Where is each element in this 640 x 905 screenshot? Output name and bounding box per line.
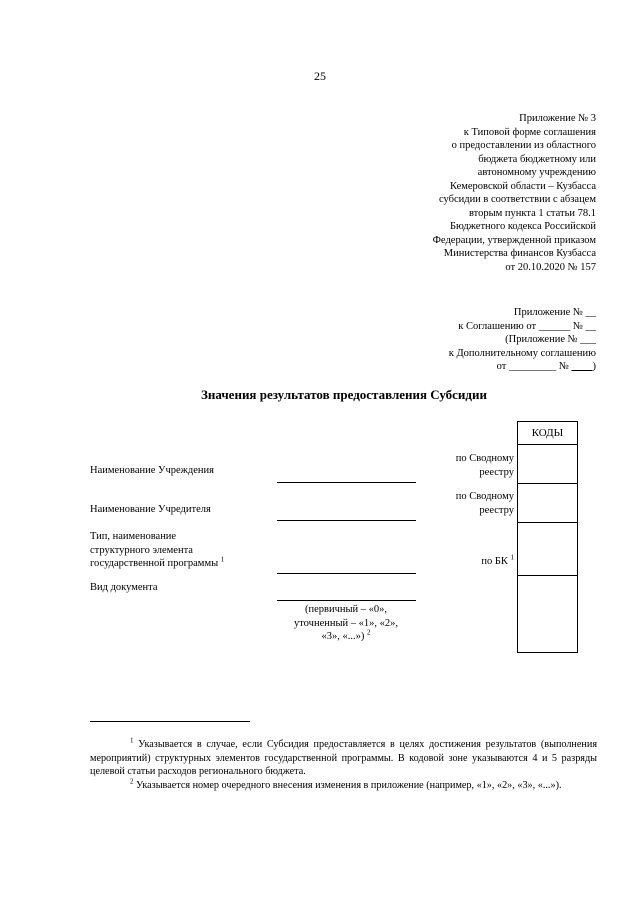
footnotes [90, 738, 597, 792]
appendix-line: Федерации, утвержденной приказом [432, 234, 596, 246]
appendix-header [356, 112, 596, 274]
doc-type-field-line[interactable] [277, 600, 416, 601]
footnote-text: Указывается номер очередного внесения изменения в приложение (например, «1», «2», «3», «...»). [136, 779, 562, 791]
agreement-number-blank: ____ [571, 361, 593, 372]
doc-type-label: Вид документа [90, 582, 158, 593]
program-label-text: государственной программы [90, 558, 219, 569]
footnote-ref: 1 [220, 555, 225, 564]
doc-type-hint-line: уточненный – «1», «2», [293, 617, 399, 629]
code-cell-registry-2[interactable] [518, 483, 577, 522]
agreement-close-paren: ) [592, 361, 596, 372]
code-cell-doc-type[interactable] [518, 575, 577, 652]
footnote-ref: 1 [510, 553, 514, 562]
registry-label-line: реестру [479, 466, 514, 478]
agreement-line: (Приложение № ___ [505, 334, 596, 345]
doc-type-hint-line [276, 630, 416, 644]
registry-label-line: по Сводному [455, 453, 514, 464]
founder-field-line[interactable] [277, 520, 416, 521]
program-label-line: структурного элемента [90, 544, 193, 556]
agreement-header [356, 306, 596, 374]
appendix-line: о предоставлении из областного [451, 140, 596, 151]
founder-label: Наименование Учредителя [90, 504, 211, 515]
codes-table [517, 421, 578, 653]
page-number: 25 [314, 69, 326, 83]
codes-header: КОДЫ [531, 427, 564, 439]
appendix-line: Бюджетного кодекса Российской [449, 221, 596, 232]
institution-field-line[interactable] [277, 482, 416, 483]
doc-type-hint-line: (первичный – «0», [304, 604, 388, 615]
footnote-ref: 2 [367, 628, 371, 637]
document-title: Значения результатов предоставления Субсидии [201, 387, 487, 402]
registry-label-2 [394, 490, 514, 517]
institution-label: Наименование Учреждения [90, 465, 214, 476]
appendix-line: автономному учреждению [477, 167, 596, 178]
appendix-line: субсидии в соответствии с абзацем [438, 194, 596, 205]
program-field-line[interactable] [277, 573, 416, 574]
registry-label-line: по Сводному [455, 491, 514, 502]
appendix-line: Министерства финансов Кузбасса [443, 248, 596, 259]
footnote-text: Указывается в случае, если Субсидия предоставляется в целях достижения результатов (выполнения мероприятий) структурных элементов государственной программы. В кодовой зоне указываются 4 и 5 разряды целевой статьи расходов регионального бюджета. [90, 739, 597, 777]
footnote-separator [90, 721, 250, 722]
footnote-2 [90, 779, 597, 793]
registry-label-1 [394, 452, 514, 479]
program-label-line: Тип, наименование [90, 531, 177, 542]
bk-label [394, 555, 514, 569]
footnote-mark: 1 [130, 736, 134, 745]
program-label-line [90, 557, 224, 571]
appendix-line: к Типовой форме соглашения [463, 126, 596, 138]
registry-label-line: реестру [479, 504, 514, 516]
appendix-line: Кемеровской области – Кузбасса [449, 180, 596, 192]
agreement-date-prefix: от _________ № [496, 361, 572, 372]
appendix-line: Приложение № 3 [519, 113, 596, 124]
appendix-line: вторым пункта 1 статьи 78.1 [468, 207, 596, 219]
agreement-line: Приложение № __ [513, 307, 596, 318]
program-label [90, 530, 224, 571]
code-cell-registry-1[interactable] [518, 444, 577, 483]
footnote-mark: 2 [130, 777, 134, 786]
agreement-line: к Соглашению от ______ № __ [458, 320, 596, 332]
appendix-line: от 20.10.2020 № 157 [505, 261, 596, 273]
appendix-line: бюджета бюджетному или [478, 153, 596, 165]
footnote-1 [90, 738, 597, 779]
code-cell-bk[interactable] [518, 522, 577, 575]
agreement-line [356, 360, 596, 374]
agreement-line: к Дополнительному соглашению [448, 347, 596, 359]
doc-type-hint [276, 603, 416, 644]
bk-label-text: по БК [481, 556, 508, 567]
doc-type-hint-text: «3», «...») [321, 631, 365, 642]
